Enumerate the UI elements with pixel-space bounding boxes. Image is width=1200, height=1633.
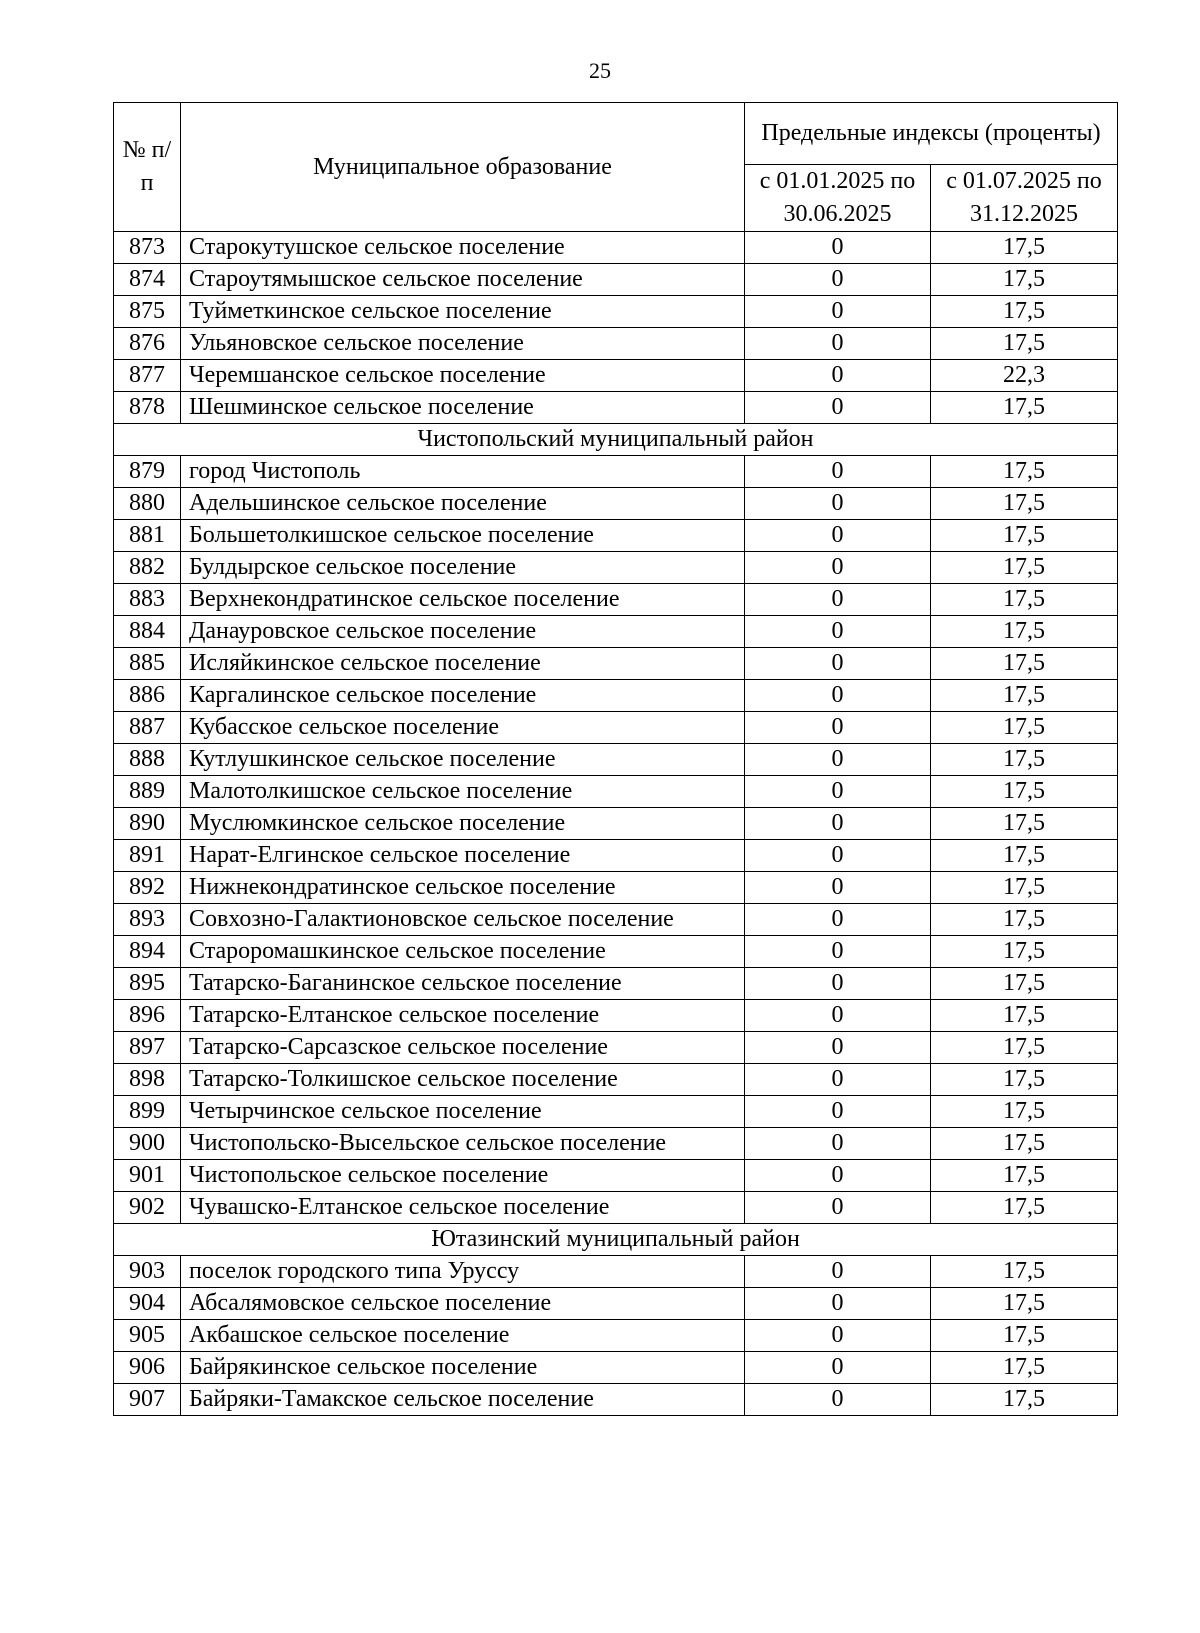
- row-number: 877: [114, 360, 181, 392]
- index-period-2: 17,5: [931, 456, 1118, 488]
- index-period-2: 17,5: [931, 936, 1118, 968]
- row-number: 896: [114, 1000, 181, 1032]
- table-row: [114, 1128, 1118, 1160]
- row-number: 885: [114, 648, 181, 680]
- table-row: [114, 456, 1118, 488]
- municipality-name: Каргалинское сельское поселение: [181, 680, 745, 712]
- municipality-name: Булдырское сельское поселение: [181, 552, 745, 584]
- municipality-name: поселок городского типа Уруссу: [181, 1256, 745, 1288]
- municipality-name: Абсалямовское сельское поселение: [181, 1288, 745, 1320]
- page-number: 25: [589, 58, 611, 83]
- municipality-name: Туйметкинское сельское поселение: [181, 296, 745, 328]
- row-number: 900: [114, 1128, 181, 1160]
- index-period-2: 17,5: [931, 1096, 1118, 1128]
- section-title: Чистопольский муниципальный район: [114, 424, 1118, 456]
- index-period-2: 17,5: [931, 1032, 1118, 1064]
- row-number: 882: [114, 552, 181, 584]
- municipality-name: город Чистополь: [181, 456, 745, 488]
- index-period-2: 17,5: [931, 584, 1118, 616]
- index-period-2: 17,5: [931, 1352, 1118, 1384]
- index-period-1: 0: [745, 232, 931, 264]
- table-row: [114, 584, 1118, 616]
- table-row: [114, 488, 1118, 520]
- index-period-2: 17,5: [931, 872, 1118, 904]
- row-number: 903: [114, 1256, 181, 1288]
- table-row: [114, 1064, 1118, 1096]
- index-period-1: 0: [745, 1064, 931, 1096]
- table-row: [114, 1000, 1118, 1032]
- municipality-name: Нижнекондратинское сельское поселение: [181, 872, 745, 904]
- index-period-1: 0: [745, 1096, 931, 1128]
- index-period-1: 0: [745, 1352, 931, 1384]
- row-number: 897: [114, 1032, 181, 1064]
- municipality-name: Адельшинское сельское поселение: [181, 488, 745, 520]
- municipality-name: Байрякинское сельское поселение: [181, 1352, 745, 1384]
- header-num: № п/п: [114, 103, 181, 232]
- municipality-name: Черемшанское сельское поселение: [181, 360, 745, 392]
- table-row: [114, 1256, 1118, 1288]
- row-number: 907: [114, 1384, 181, 1416]
- table-row: [114, 776, 1118, 808]
- index-period-1: 0: [745, 872, 931, 904]
- index-period-2: 17,5: [931, 1288, 1118, 1320]
- index-period-1: 0: [745, 1160, 931, 1192]
- index-period-2: 17,5: [931, 296, 1118, 328]
- index-period-2: 17,5: [931, 744, 1118, 776]
- row-number: 890: [114, 808, 181, 840]
- table-row: [114, 1352, 1118, 1384]
- row-number: 874: [114, 264, 181, 296]
- index-period-2: 17,5: [931, 616, 1118, 648]
- index-period-1: 0: [745, 904, 931, 936]
- index-period-2: 17,5: [931, 232, 1118, 264]
- municipality-name: Чистопольское сельское поселение: [181, 1160, 745, 1192]
- municipality-name: Муслюмкинское сельское поселение: [181, 808, 745, 840]
- index-period-1: 0: [745, 264, 931, 296]
- index-period-1: 0: [745, 648, 931, 680]
- index-period-2: 17,5: [931, 808, 1118, 840]
- row-number: 894: [114, 936, 181, 968]
- municipality-name: Шешминское сельское поселение: [181, 392, 745, 424]
- index-period-1: 0: [745, 808, 931, 840]
- index-period-1: 0: [745, 680, 931, 712]
- index-period-2: 17,5: [931, 552, 1118, 584]
- index-period-2: 17,5: [931, 840, 1118, 872]
- index-period-2: 17,5: [931, 1320, 1118, 1352]
- municipality-name: Татарско-Толкишское сельское поселение: [181, 1064, 745, 1096]
- table-row: [114, 712, 1118, 744]
- index-period-2: 17,5: [931, 488, 1118, 520]
- municipality-name: Староромашкинское сельское поселение: [181, 936, 745, 968]
- municipality-name: Кубасское сельское поселение: [181, 712, 745, 744]
- header-municipality: Муниципальное образование: [181, 103, 745, 232]
- row-number: 878: [114, 392, 181, 424]
- row-number: 902: [114, 1192, 181, 1224]
- municipality-name: Кутлушкинское сельское поселение: [181, 744, 745, 776]
- row-number: 881: [114, 520, 181, 552]
- municipality-name: Татарско-Елтанское сельское поселение: [181, 1000, 745, 1032]
- table-row: [114, 328, 1118, 360]
- header-period-2: с 01.07.2025 по 31.12.2025: [931, 165, 1118, 232]
- table-row: [114, 1160, 1118, 1192]
- index-period-1: 0: [745, 1128, 931, 1160]
- index-period-1: 0: [745, 840, 931, 872]
- municipality-name: Чувашско-Елтанское сельское поселение: [181, 1192, 745, 1224]
- header-indices: Предельные индексы (проценты): [745, 103, 1118, 165]
- row-number: 891: [114, 840, 181, 872]
- index-period-1: 0: [745, 584, 931, 616]
- row-number: 901: [114, 1160, 181, 1192]
- index-period-1: 0: [745, 488, 931, 520]
- row-number: 893: [114, 904, 181, 936]
- row-number: 899: [114, 1096, 181, 1128]
- index-period-2: 17,5: [931, 904, 1118, 936]
- index-period-2: 17,5: [931, 328, 1118, 360]
- table-row: [114, 1288, 1118, 1320]
- index-period-2: 17,5: [931, 1192, 1118, 1224]
- row-number: 904: [114, 1288, 181, 1320]
- municipality-name: Нарат-Елгинское сельское поселение: [181, 840, 745, 872]
- municipality-name: Данауровское сельское поселение: [181, 616, 745, 648]
- row-number: 879: [114, 456, 181, 488]
- table-row: [114, 232, 1118, 264]
- index-period-1: 0: [745, 744, 931, 776]
- index-period-2: 17,5: [931, 520, 1118, 552]
- index-period-1: 0: [745, 328, 931, 360]
- row-number: 892: [114, 872, 181, 904]
- municipality-name: Акбашское сельское поселение: [181, 1320, 745, 1352]
- table-row: [114, 1032, 1118, 1064]
- index-period-1: 0: [745, 296, 931, 328]
- index-period-2: 17,5: [931, 1128, 1118, 1160]
- row-number: 884: [114, 616, 181, 648]
- index-period-1: 0: [745, 1288, 931, 1320]
- table-row: [114, 904, 1118, 936]
- table-row: [114, 840, 1118, 872]
- row-number: 888: [114, 744, 181, 776]
- row-number: 883: [114, 584, 181, 616]
- index-period-2: 17,5: [931, 1256, 1118, 1288]
- index-period-2: 17,5: [931, 392, 1118, 424]
- header-period-1: с 01.01.2025 по 30.06.2025: [745, 165, 931, 232]
- municipality-name: Староутямышское сельское поселение: [181, 264, 745, 296]
- table-row: [114, 616, 1118, 648]
- index-period-1: 0: [745, 1320, 931, 1352]
- index-period-1: 0: [745, 968, 931, 1000]
- table-row: [114, 872, 1118, 904]
- index-period-1: 0: [745, 552, 931, 584]
- index-period-2: 17,5: [931, 1384, 1118, 1416]
- section-title: Ютазинский муниципальный район: [114, 1224, 1118, 1256]
- row-number: 895: [114, 968, 181, 1000]
- municipality-name: Татарско-Баганинское сельское поселение: [181, 968, 745, 1000]
- municipality-name: Малотолкишское сельское поселение: [181, 776, 745, 808]
- municipality-name: Старокутушское сельское поселение: [181, 232, 745, 264]
- table-row: [114, 680, 1118, 712]
- municipality-name: Четырчинское сельское поселение: [181, 1096, 745, 1128]
- index-period-1: 0: [745, 712, 931, 744]
- municipality-name: Исляйкинское сельское поселение: [181, 648, 745, 680]
- index-period-2: 17,5: [931, 776, 1118, 808]
- index-period-1: 0: [745, 520, 931, 552]
- table-row: [114, 744, 1118, 776]
- index-period-1: 0: [745, 392, 931, 424]
- table-row: [114, 1384, 1118, 1416]
- index-period-1: 0: [745, 936, 931, 968]
- row-number: 886: [114, 680, 181, 712]
- row-number: 880: [114, 488, 181, 520]
- municipality-name: Ульяновское сельское поселение: [181, 328, 745, 360]
- indices-table: [113, 102, 1118, 1416]
- index-period-1: 0: [745, 1032, 931, 1064]
- index-period-2: 17,5: [931, 968, 1118, 1000]
- index-period-1: 0: [745, 616, 931, 648]
- index-period-1: 0: [745, 1000, 931, 1032]
- index-period-1: 0: [745, 1256, 931, 1288]
- row-number: 905: [114, 1320, 181, 1352]
- index-period-1: 0: [745, 1384, 931, 1416]
- index-period-1: 0: [745, 456, 931, 488]
- table-header: [114, 103, 1118, 232]
- municipality-name: Байряки-Тамакское сельское поселение: [181, 1384, 745, 1416]
- row-number: 876: [114, 328, 181, 360]
- municipality-name: Совхозно-Галактионовское сельское поселение: [181, 904, 745, 936]
- index-period-1: 0: [745, 1192, 931, 1224]
- table-row: [114, 296, 1118, 328]
- row-number: 889: [114, 776, 181, 808]
- index-period-2: 17,5: [931, 1064, 1118, 1096]
- index-period-2: 22,3: [931, 360, 1118, 392]
- row-number: 873: [114, 232, 181, 264]
- index-period-2: 17,5: [931, 1000, 1118, 1032]
- table-row: [114, 1096, 1118, 1128]
- index-period-1: 0: [745, 360, 931, 392]
- table-body: [114, 232, 1118, 1416]
- row-number: 875: [114, 296, 181, 328]
- index-period-2: 17,5: [931, 648, 1118, 680]
- index-period-2: 17,5: [931, 712, 1118, 744]
- index-period-2: 17,5: [931, 1160, 1118, 1192]
- index-period-1: 0: [745, 776, 931, 808]
- section-row: [114, 1224, 1118, 1256]
- municipality-name: Верхнекондратинское сельское поселение: [181, 584, 745, 616]
- section-row: [114, 424, 1118, 456]
- index-period-2: 17,5: [931, 264, 1118, 296]
- municipality-name: Татарско-Сарсазское сельское поселение: [181, 1032, 745, 1064]
- table-row: [114, 648, 1118, 680]
- table-row: [114, 552, 1118, 584]
- table-row: [114, 520, 1118, 552]
- table-row: [114, 264, 1118, 296]
- row-number: 906: [114, 1352, 181, 1384]
- index-period-2: 17,5: [931, 680, 1118, 712]
- municipality-name: Большетолкишское сельское поселение: [181, 520, 745, 552]
- table-row: [114, 1320, 1118, 1352]
- table-row: [114, 808, 1118, 840]
- table-row: [114, 936, 1118, 968]
- row-number: 898: [114, 1064, 181, 1096]
- row-number: 887: [114, 712, 181, 744]
- table-row: [114, 968, 1118, 1000]
- table-row: [114, 360, 1118, 392]
- table-row: [114, 1192, 1118, 1224]
- municipality-name: Чистопольско-Высельское сельское поселение: [181, 1128, 745, 1160]
- table-row: [114, 392, 1118, 424]
